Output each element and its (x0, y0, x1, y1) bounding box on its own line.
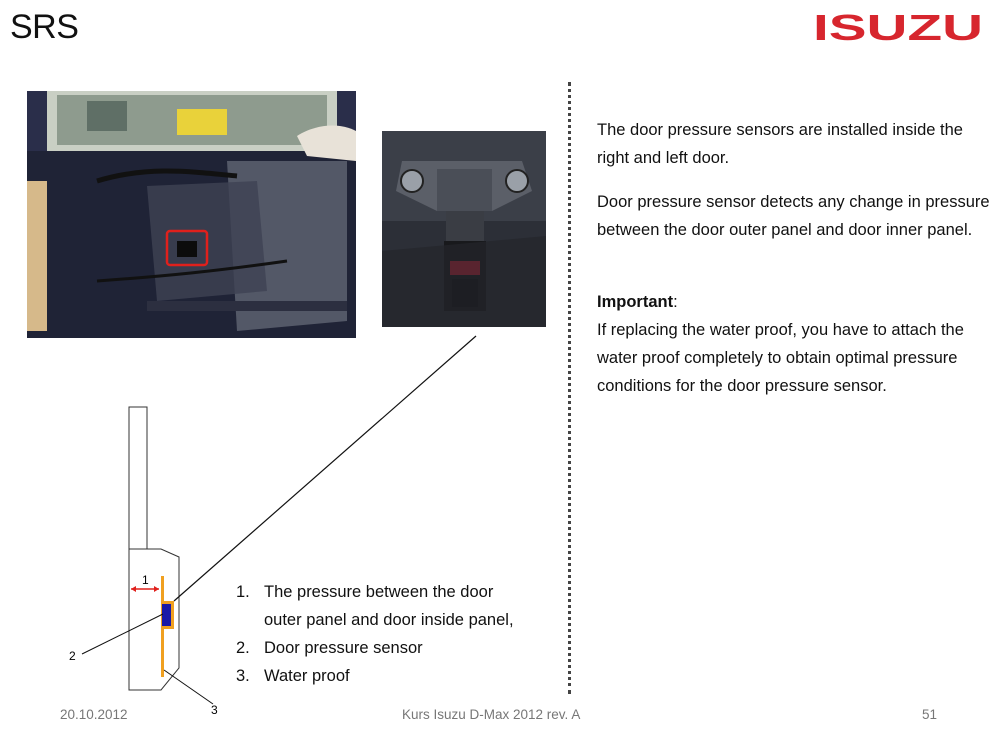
callout-1: 1 (142, 573, 149, 587)
legend-item (236, 634, 514, 662)
sensor-leader-line (174, 336, 476, 601)
important-colon: : (673, 293, 678, 311)
footer-course: Kurs Isuzu D-Max 2012 rev. A (402, 707, 581, 722)
legend-number: 2. (236, 639, 250, 657)
legend-number: 1. (236, 583, 250, 601)
window-glass (129, 407, 147, 549)
legend-text: Door pressure sensor (264, 639, 423, 657)
footer-date: 20.10.2012 (60, 707, 128, 722)
paragraph-location: The door pressure sensors are installed inside the right and left door. (597, 121, 963, 167)
page-title: SRS (10, 8, 79, 46)
diagram-legend (236, 578, 514, 690)
callout-3-line (164, 670, 213, 704)
legend-text: Water proof (264, 667, 350, 685)
legend-item (236, 578, 514, 634)
legend-text: The pressure between the door (264, 583, 494, 601)
legend-item (236, 662, 514, 690)
legend-text: outer panel and door inside panel, (264, 611, 514, 629)
important-label: Important (597, 293, 674, 311)
footer-page-number: 51 (922, 707, 938, 722)
important-text: If replacing the water proof, you have to attach the water proof completely to obtain optimal pressure conditions for the door pressure sensor. (597, 321, 964, 395)
paragraph-function: Door pressure sensor detects any change in pressure between the door outer panel and door inner panel. (597, 193, 990, 239)
legend-number: 3. (236, 667, 250, 685)
logo-text: ISUZU (813, 12, 983, 44)
sensor-core (162, 604, 171, 626)
callout-2: 2 (69, 649, 76, 663)
callout-3: 3 (211, 703, 218, 717)
